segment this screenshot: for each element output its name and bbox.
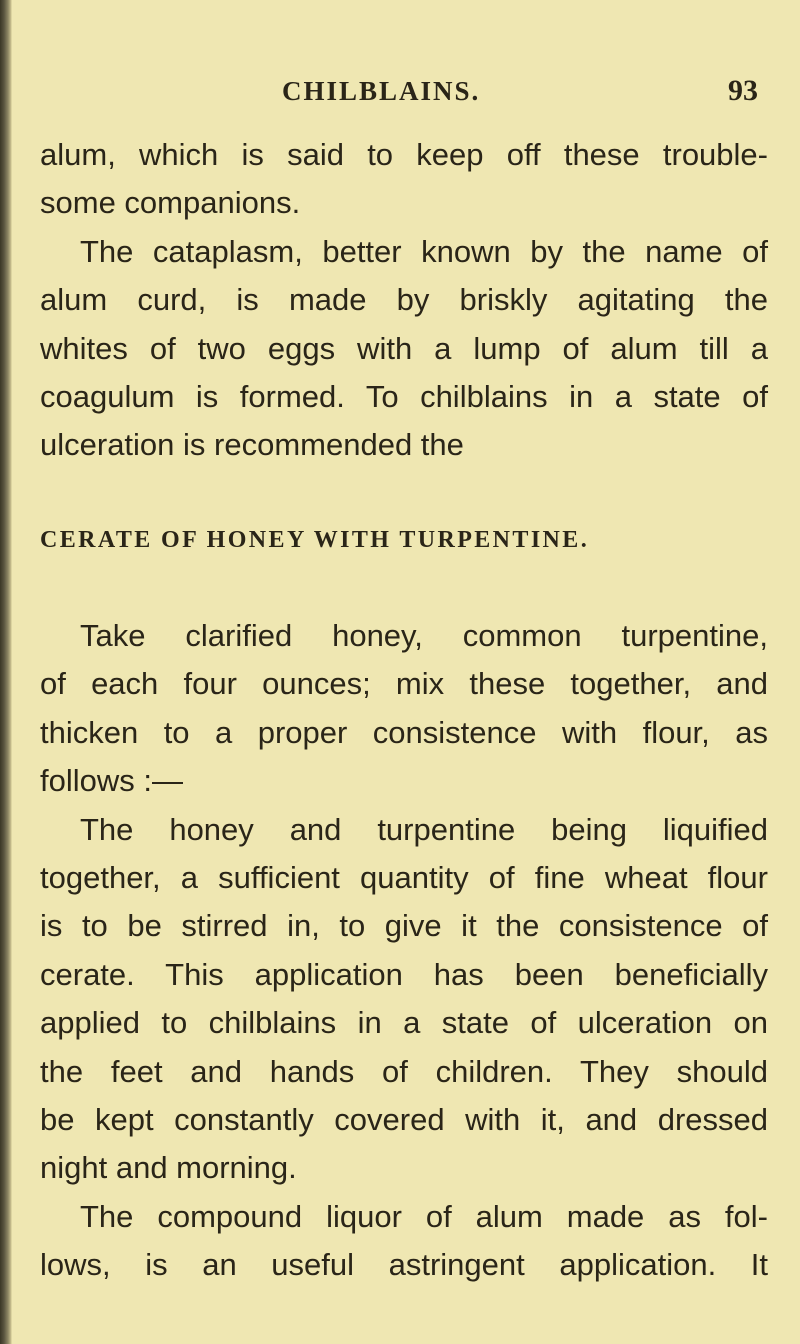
text-line: cerate. This application has been beneficially [40,956,768,992]
text-line: is to be stirred in, to give it the consistence of [40,908,768,944]
text-line: whites of two eggs with a lump of alum till a [40,330,768,366]
page-number: 93 [728,74,758,107]
book-page [40,0,768,1344]
running-head [40,76,768,116]
running-head-title: CHILBLAINS. [282,76,481,106]
text-line: thicken to a proper consistence with flour, as [40,714,768,750]
text-line: coagulum is formed. To chilblains in a state of [40,378,768,414]
text-line: alum, which is said to keep off these trouble- [40,137,768,172]
text-line: The cataplasm, better known by the name of [80,233,768,269]
text-line: the feet and hands of children. They should [40,1053,768,1089]
text-line: The honey and turpentine being liquified [80,811,768,847]
text-line: Take clarified honey, common turpentine, [80,618,768,653]
text-line: The compound liquor of alum made as fol- [80,1198,768,1234]
page-binding-edge [0,0,12,1344]
section-heading: CERATE OF HONEY WITH TURPENTINE. [40,527,590,553]
text-line: alum curd, is made by briskly agitating the [40,282,768,318]
text-line: follows :— [40,763,183,799]
text-line: be kept constantly covered with it, and dressed [40,1101,768,1137]
paragraph-block-cerate [40,612,768,1289]
paragraph-block-alum [40,131,768,470]
text-line: night and morning. [40,1150,297,1186]
text-line: together, a sufficient quantity of fine wheat flour [40,859,768,895]
text-line: of each four ounces; mix these together, and [40,666,768,702]
text-line: ulceration is recommended the [40,427,464,463]
text-line: applied to chilblains in a state of ulceration on [40,1005,768,1041]
text-line: lows, is an useful astringent application. It [40,1247,768,1283]
text-line: some companions. [40,185,301,221]
